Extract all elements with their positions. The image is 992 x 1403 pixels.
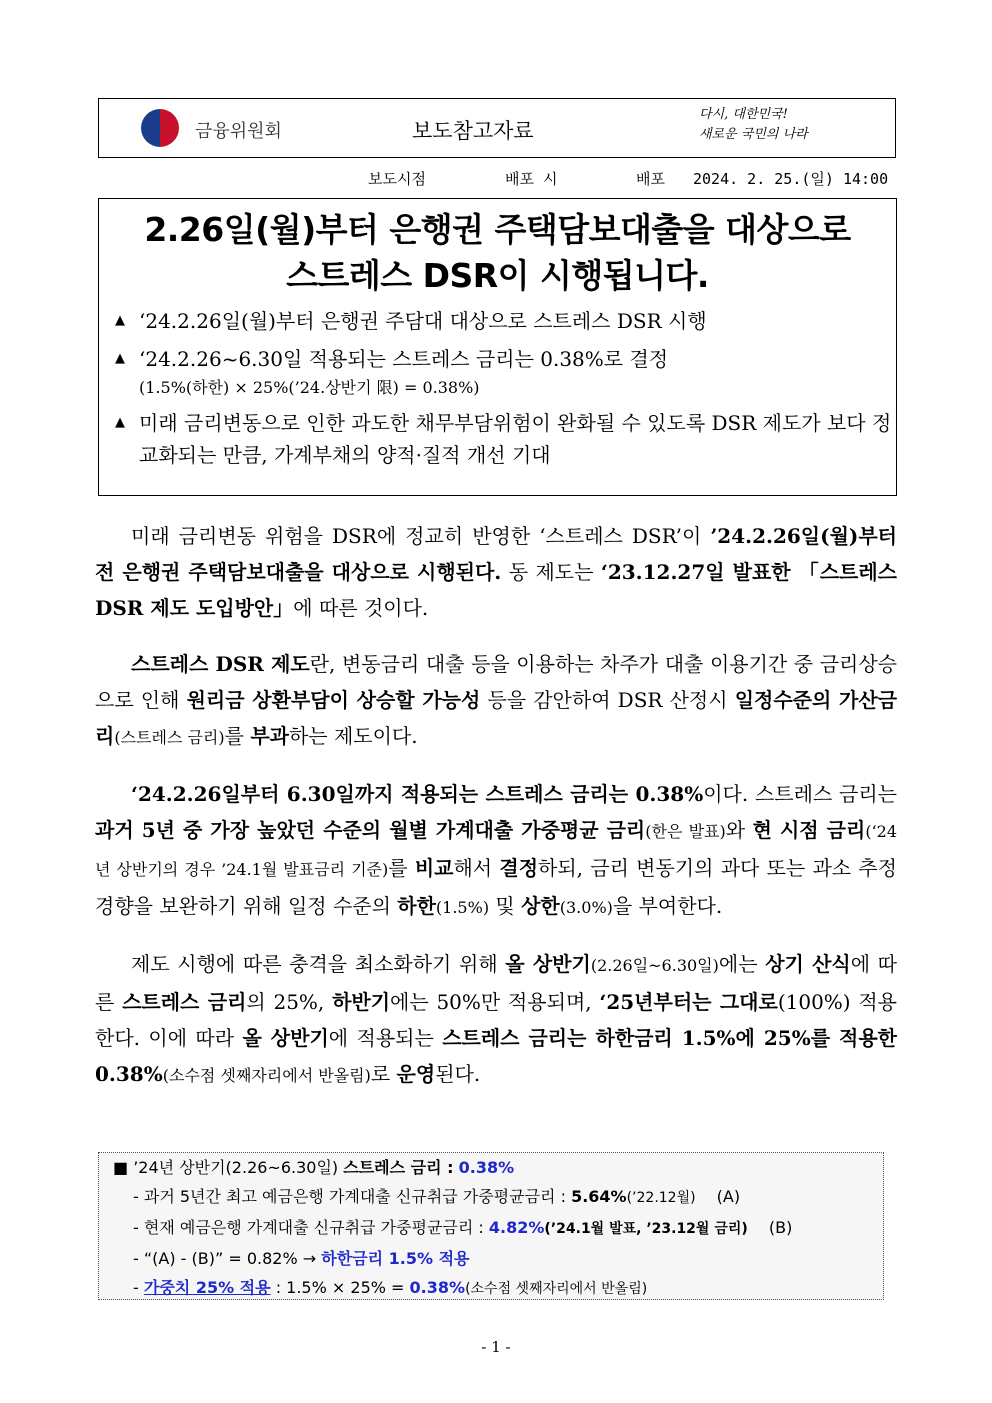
text-run: 미래 금리변동 위험을 DSR에 정교히 반영한 ‘스트레스 DSR’이 [131, 524, 711, 548]
text-run: ‘23.12.27일 발표한 「스트레스 DSR 제도 도입방안」 [95, 560, 898, 620]
text-run: 현 시점 금리 [752, 818, 866, 842]
summary-a: - 과거 5년간 최고 예금은행 가계대출 신규취급 가중평균금리 : 5.64%(’22.12월) (A) [133, 1187, 741, 1206]
page-title: 2.26일(월)부터 은행권 주택담보대출을 대상으로 스트레스 DSR이 시행됩니다. [144, 210, 851, 295]
summary-box [98, 1152, 884, 1300]
bullet: ▲ ‘24.2.26일(월)부터 은행권 주담대 대상으로 스트레스 DSR 시행 [99, 305, 896, 337]
text-run: 스트레스 금리는 하한금리 1.5% [442, 1026, 736, 1050]
body-text [95, 518, 897, 1114]
header-box [98, 98, 896, 158]
text-run: 된다. [435, 1062, 481, 1086]
paragraph [95, 946, 897, 1094]
text-run: (‘24년 상반기의 경우 ’24.1월 발표금리 기준) [95, 822, 897, 879]
text-run: 원리금 상환부담이 상승할 가능성 [186, 688, 481, 712]
paragraph [95, 646, 897, 756]
square-bullet-icon: ■ [113, 1158, 134, 1177]
text-run: 부과 [250, 724, 289, 748]
text-run: 등을 감안하여 DSR 산정시 [480, 688, 735, 712]
text-run: 에 따른 것이다. [293, 596, 429, 620]
government-logo-icon [141, 109, 179, 147]
title-box [98, 198, 897, 496]
document-kind: 보도참고자료 [412, 119, 534, 143]
text-run: 과거 5년 중 가장 높았던 수준의 월별 가계대출 가중평균 금리 [95, 818, 646, 842]
text-run: 상기 산식 [765, 952, 851, 976]
text-run: 동 제도는 [501, 560, 601, 584]
bullet: ▲ 미래 금리변동으로 인한 과도한 채무부담위험이 완화될 수 있도록 DSR 제도가 보다 정교화되는 만큼, 가계부채의 양적·질적 개선 기대 [99, 407, 896, 471]
text-run: 를 [388, 856, 415, 880]
text-run: 상한 [521, 894, 560, 918]
text-run: (소수점 셋째자리에서 반올림) [162, 1066, 371, 1085]
text-run: 하는 제도이다. [288, 724, 418, 748]
text-run: ‘25년부터는 그대로 [599, 990, 778, 1014]
release-dist: 배포 시 [505, 170, 558, 188]
text-run: 스트레스 금리는 0.38% [485, 782, 704, 806]
text-run: 올 상반기 [505, 952, 591, 976]
text-run: 스트레스 금리 [122, 990, 247, 1014]
paragraph [95, 776, 897, 926]
text-run: 에는 [718, 952, 766, 976]
summary-b: - 현재 예금은행 가계대출 신규취급 가중평균금리 : 4.82%(’24.1월 발표, ’23.12월 금리) (B) [133, 1218, 793, 1237]
text-run: 스트레스 DSR 제도 [131, 652, 310, 676]
release-label: 보도시점 [368, 170, 426, 188]
text-run: (100%) 적용한다. 이에 따라 [95, 990, 898, 1050]
text-run: ‘24.2.26일부터 6.30일까지 적용되는 [131, 782, 486, 806]
text-run: 일정수준의 가산금리 [95, 688, 898, 748]
text-run: (한은 발표) [645, 822, 726, 841]
text-run: (3.0%) [559, 898, 613, 917]
paragraph [95, 518, 897, 626]
summary-c: - “(A) - (B)” = 0.82% → 하한금리 1.5% 적용 [133, 1249, 470, 1268]
text-run: 및 [489, 894, 522, 918]
bullet: ▲ ‘24.2.26~6.30일 적용되는 스트레스 금리는 0.38%로 결정 (1.5%(하한) × 25%(’24.상반기 限) = 0.38%) [99, 343, 896, 401]
text-run: 를 [224, 724, 251, 748]
text-run: 제도 시행에 따른 충격을 최소화하기 위해 [131, 952, 506, 976]
text-run: 하한 [397, 894, 436, 918]
text-run: 올 상반기 [242, 1026, 329, 1050]
text-run: 이다. 스트레스 금리는 [703, 782, 897, 806]
release-dist2: 배포 [636, 170, 665, 188]
text-run: 에 적용되는 [328, 1026, 443, 1050]
page-number: - 1 - [481, 1338, 511, 1356]
text-run: 의 25%, [246, 990, 333, 1014]
summary-head: ■ ’24년 상반기(2.26~6.30일) 스트레스 금리 : 0.38% [113, 1158, 515, 1177]
text-run: 결정 [499, 856, 539, 880]
text-run: 로 [370, 1062, 397, 1086]
triangle-icon: ▲ [115, 351, 125, 366]
text-run: 하되, 금리 변동기의 과다 또는 과소 추정 경향을 보완하기 위해 일정 수준의 [95, 856, 898, 918]
text-run: 하반기 [332, 990, 391, 1014]
text-run: (스트레스 금리) [114, 728, 225, 747]
text-run: 비교 [414, 856, 454, 880]
text-run: 운영 [396, 1062, 436, 1086]
text-run: 와 [725, 818, 753, 842]
text-run: 을 부여한다. [612, 894, 723, 918]
text-run: 에는 50%만 적용되며, [390, 990, 600, 1014]
text-run: 해서 [453, 856, 500, 880]
triangle-icon: ▲ [115, 415, 125, 430]
text-run: (1.5%) [435, 898, 490, 917]
text-run: 에 따른 [95, 952, 898, 1014]
text-run: ’24.2.26일(월)부터 전 은행권 주택담보대출을 대상으로 시행된다. [95, 524, 897, 584]
org-name: 금융위원회 [195, 121, 282, 142]
release-date: 2024. 2. 25.(일) 14:00 [693, 170, 889, 188]
summary-d: - 가중치 25% 적용 : 1.5% × 25% = 0.38%(소수점 셋째자리에서 반올림) [133, 1278, 648, 1297]
triangle-icon: ▲ [115, 313, 125, 328]
text-run: 란, 변동금리 대출 등을 이용하는 차주가 대출 이용기간 중 금리상승으로 인해 [95, 652, 897, 712]
slogan: 다시, 대한민국! 새로운 국민의 나라 [699, 107, 808, 142]
text-run: (2.26일~6.30일) [590, 956, 719, 975]
text-run: 에 25%를 적용한 0.38% [95, 1026, 897, 1086]
